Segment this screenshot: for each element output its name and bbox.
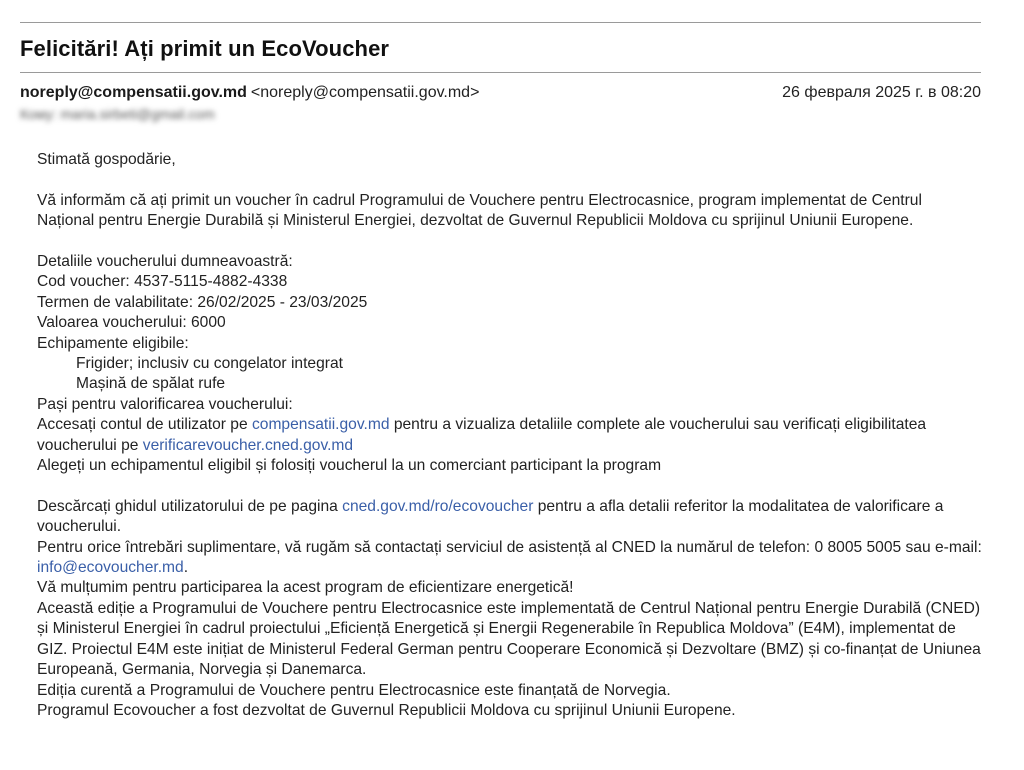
- step-1: Accesați contul de utilizator pe compensatii.gov.md pentru a vizualiza detaliile complete ale voucherului sau verificați eligibilitatea voucherului pe verificarevoucher.cned.gov.md: [37, 416, 927, 454]
- details-title: Detaliile voucherului dumneavoastră:: [37, 253, 293, 270]
- footer-paragraph-1: Această ediție a Programului de Vouchere pentru Electrocasnice este implementată de Centrul Național pentru Energie Durabilă (CNED) și Ministerul Energiei în cadrul proiectului „Eficiență Energetică și Energii Regenerabile în Republica Moldova” (E4M), implementat de GIZ. Proiectul E4M este inițiat de Ministerul Federal German pentru Cooperare Economică și Dezvoltare (BMZ) și co-finanțat de Uniunea Europeană, Germania, Norvegia și Danemarca.: [37, 599, 981, 679]
- email-body: [37, 150, 982, 721]
- voucher-value: Valoarea voucherului: 6000: [37, 314, 226, 332]
- footer-paragraph-3: Programul Ecovoucher a fost dezvoltat de Guvernul Republicii Moldova cu sprijinul Uniunii Europene.: [37, 701, 736, 719]
- eligible-title: Echipamente eligibile:: [37, 334, 189, 352]
- email-subject: Felicitări! Ați primit un EcoVoucher: [20, 36, 390, 61]
- steps-title: Pași pentru valorificarea voucherului:: [37, 395, 293, 413]
- sender-name[interactable]: noreply@compensatii.gov.md: [20, 84, 247, 101]
- sender-line: [20, 84, 479, 102]
- guide-paragraph: Descărcați ghidul utilizatorului de pe pagina cned.gov.md/ro/ecovoucher pentru a afla detalii referitor la modalitatea de valorificare a voucherului.: [37, 497, 944, 536]
- recipient-line: Кому: maria.sirbeti@gmail.com: [20, 106, 215, 122]
- compensatii-link[interactable]: compensatii.gov.md: [251, 416, 390, 434]
- greeting: Stimată gospodărie,: [37, 151, 176, 168]
- voucher-code: Cod voucher: 4537-5115-4882-4338: [37, 273, 288, 291]
- intro-paragraph: Vă informăm că ați primit un voucher în cadrul Programului de Vouchere pentru Electrocasnice, program implementat de Centrul Național pentru Energie Durabilă și Ministerul Energiei, dezvoltat de Guvernul Republicii Moldova cu sprijinul Uniunii Europene.: [37, 191, 922, 230]
- footer-paragraph-2: Ediția curentă a Programului de Vouchere pentru Electrocasnice este finanțată de Norvegia.: [37, 681, 671, 699]
- thanks-line: Vă mulțumim pentru participarea la acest program de eficientizare energetică!: [37, 579, 574, 597]
- sender-address[interactable]: <noreply@compensatii.gov.md>: [250, 84, 480, 101]
- top-divider: [20, 22, 981, 23]
- email-link[interactable]: info@ecovoucher.md: [37, 559, 184, 577]
- eligible-item: Mașină de spălat rufe: [76, 375, 226, 393]
- guide-link[interactable]: cned.gov.md/ro/ecovoucher: [342, 497, 534, 515]
- eligible-item: Frigider; inclusiv cu congelator integrat: [76, 355, 343, 373]
- email-date: 26 февраля 2025 г. в 08:20: [782, 84, 981, 101]
- step-2: Alegeți un echipamentul eligibil și folosiți voucherul la un comerciant participant la program: [37, 457, 662, 475]
- subject-divider: [20, 72, 981, 73]
- contact-paragraph: Pentru orice întrebări suplimentare, vă rugăm să contactați serviciul de asistență al CNED la numărul de telefon: 0 8005 5005 sau e-mail: info@ecovoucher.md.: [37, 538, 982, 577]
- verificare-link[interactable]: verificarevoucher.cned.gov.md: [142, 436, 354, 454]
- voucher-validity: Termen de valabilitate: 26/02/2025 - 23/03/2025: [37, 293, 368, 311]
